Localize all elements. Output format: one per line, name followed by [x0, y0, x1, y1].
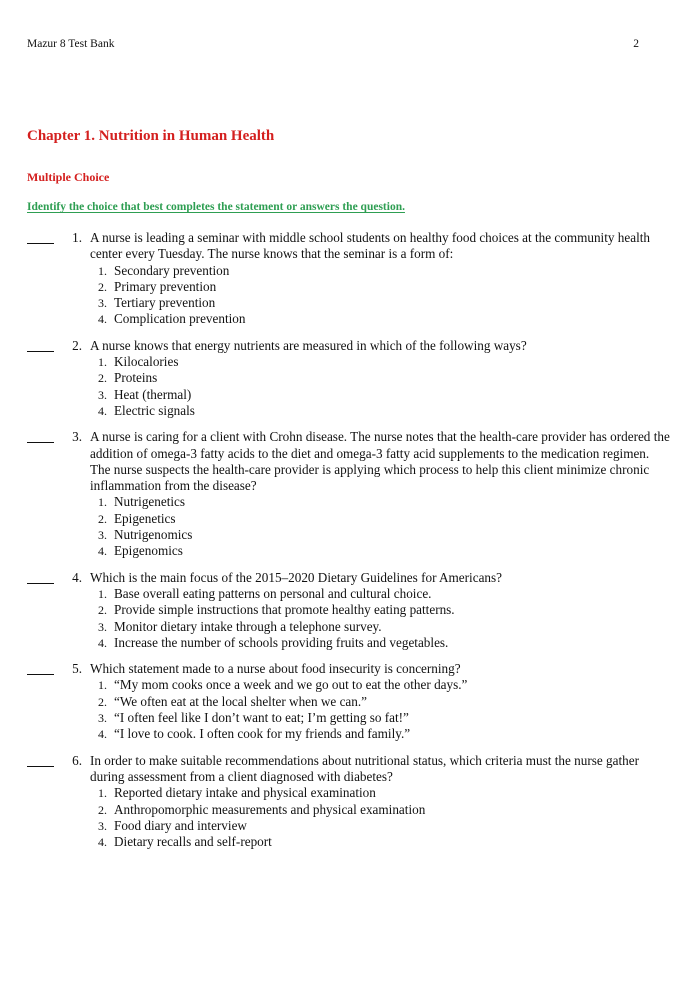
answer-option — [88, 785, 700, 801]
question-stem: A nurse is leading a seminar with middle school students on healthy food choices at the community health center every Tuesday. The nurse knows that the seminar is a form of: — [90, 230, 650, 262]
option-number: 1. — [98, 586, 107, 601]
answer-option — [88, 511, 700, 527]
question-item — [0, 230, 700, 328]
answer-option — [88, 802, 700, 818]
option-text: Tertiary prevention — [114, 295, 216, 311]
answer-option — [88, 403, 700, 419]
answer-option — [88, 834, 700, 850]
option-text: Base overall eating patterns on personal and cultural choice. — [114, 585, 432, 601]
chapter-title: Chapter 1. Nutrition in Human Health — [27, 128, 275, 144]
option-text: Epigenetics — [114, 510, 176, 526]
option-number: 2. — [98, 694, 107, 709]
option-text: Primary prevention — [114, 278, 217, 294]
answer-blank — [27, 753, 54, 767]
answer-option — [88, 710, 700, 726]
answer-option — [88, 354, 700, 370]
option-number: 1. — [98, 786, 107, 801]
question-stem: In order to make suitable recommendations about nutritional status, which criteria must the nurse gather during assessment from a client diagnosed with diabetes? — [90, 752, 639, 784]
answer-option — [88, 694, 700, 710]
option-text: Monitor dietary intake through a telephone survey. — [114, 618, 382, 634]
option-text: Increase the number of schools providing fruits and vegetables. — [114, 634, 449, 650]
option-text: Nutrigenomics — [114, 527, 193, 543]
answer-blank — [27, 570, 54, 584]
option-number: 1. — [98, 495, 107, 510]
option-text: Anthropomorphic measurements and physical examination — [114, 801, 426, 817]
running-header — [27, 38, 639, 50]
question-number: 3. — [72, 429, 82, 445]
option-number: 3. — [98, 619, 107, 634]
option-text: Kilocalories — [114, 354, 179, 370]
option-number: 4. — [98, 835, 107, 850]
answer-option — [88, 635, 700, 651]
option-text: “My mom cooks once a week and we go out to eat the other days.” — [114, 677, 468, 693]
question-stem: Which statement made to a nurse about food insecurity is concerning? — [90, 661, 461, 677]
question-stem: Which is the main focus of the 2015–2020 Dietary Guidelines for Americans? — [90, 569, 502, 585]
option-text: Heat (thermal) — [114, 386, 192, 402]
option-number: 2. — [98, 371, 107, 386]
answer-option — [88, 387, 700, 403]
question-number: 1. — [72, 230, 82, 245]
option-text: Secondary prevention — [114, 262, 230, 278]
section-title: Multiple Choice — [27, 170, 110, 184]
question-item — [0, 753, 700, 851]
answer-option — [88, 295, 700, 311]
answer-options — [88, 263, 700, 328]
question-number: 5. — [72, 661, 82, 677]
option-number: 2. — [98, 603, 107, 618]
instructions: Identify the choice that best completes the statement or answers the question. — [27, 201, 405, 213]
option-number: 2. — [98, 279, 107, 294]
answer-option — [88, 602, 700, 618]
answer-option — [88, 370, 700, 386]
option-text: Food diary and interview — [114, 817, 247, 833]
option-number: 3. — [98, 528, 107, 543]
option-number: 2. — [98, 511, 107, 526]
answer-option — [88, 677, 700, 693]
question-number: 4. — [72, 569, 82, 585]
option-number: 3. — [98, 711, 107, 726]
question-item — [0, 429, 700, 559]
option-text: “We often eat at the local shelter when we can.” — [114, 693, 368, 709]
option-text: “I love to cook. I often cook for my friends and family.” — [114, 726, 411, 742]
question-stem: A nurse is caring for a client with Crohn disease. The nurse notes that the health-care provider has ordered the addition of omega-3 fatty acids to the diet and omega-3 fatty acid supplements to the medication regimen. The nurse suspects the health-care provider is applying which process to help this client minimize chronic inflammation from the disease? — [90, 429, 670, 494]
answer-options — [88, 494, 700, 559]
option-number: 4. — [98, 403, 107, 418]
answer-option — [88, 311, 700, 327]
answer-option — [88, 818, 700, 834]
answer-option — [88, 263, 700, 279]
option-number: 4. — [98, 727, 107, 742]
option-number: 3. — [98, 818, 107, 833]
option-number: 1. — [98, 263, 107, 278]
option-number: 4. — [98, 544, 107, 559]
answer-options — [88, 677, 700, 742]
option-text: Reported dietary intake and physical examination — [114, 785, 376, 801]
option-text: Nutrigenetics — [114, 494, 186, 510]
page-number: 2 — [633, 38, 639, 50]
answer-blank — [27, 661, 54, 675]
option-number: 1. — [98, 355, 107, 370]
option-text: Dietary recalls and self-report — [114, 834, 272, 850]
answer-options — [88, 785, 700, 850]
question-number: 6. — [72, 752, 82, 768]
option-text: Epigenomics — [114, 543, 183, 559]
option-text: Provide simple instructions that promote healthy eating patterns. — [114, 602, 455, 618]
option-number: 1. — [98, 678, 107, 693]
question-list — [0, 230, 700, 860]
option-number: 4. — [98, 312, 107, 327]
option-text: Complication prevention — [114, 311, 246, 327]
question-number: 2. — [72, 337, 82, 353]
option-number: 4. — [98, 635, 107, 650]
answer-blank — [27, 429, 54, 443]
answer-option — [88, 619, 700, 635]
answer-blank — [27, 338, 54, 352]
answer-options — [88, 586, 700, 651]
answer-option — [88, 494, 700, 510]
header-title: Mazur 8 Test Bank — [27, 38, 115, 50]
question-item — [0, 661, 700, 742]
answer-option — [88, 279, 700, 295]
answer-options — [88, 354, 700, 419]
option-text: Proteins — [114, 370, 158, 386]
answer-option — [88, 586, 700, 602]
answer-option — [88, 527, 700, 543]
question-stem: A nurse knows that energy nutrients are measured in which of the following ways? — [90, 337, 527, 353]
answer-option — [88, 726, 700, 742]
option-text: Electric signals — [114, 402, 195, 418]
option-number: 2. — [98, 802, 107, 817]
option-number: 3. — [98, 387, 107, 402]
question-item — [0, 338, 700, 419]
option-text: “I often feel like I don’t want to eat; I’m getting so fat!” — [114, 710, 409, 726]
question-item — [0, 570, 700, 651]
option-number: 3. — [98, 296, 107, 311]
answer-blank — [27, 230, 54, 244]
answer-option — [88, 543, 700, 559]
